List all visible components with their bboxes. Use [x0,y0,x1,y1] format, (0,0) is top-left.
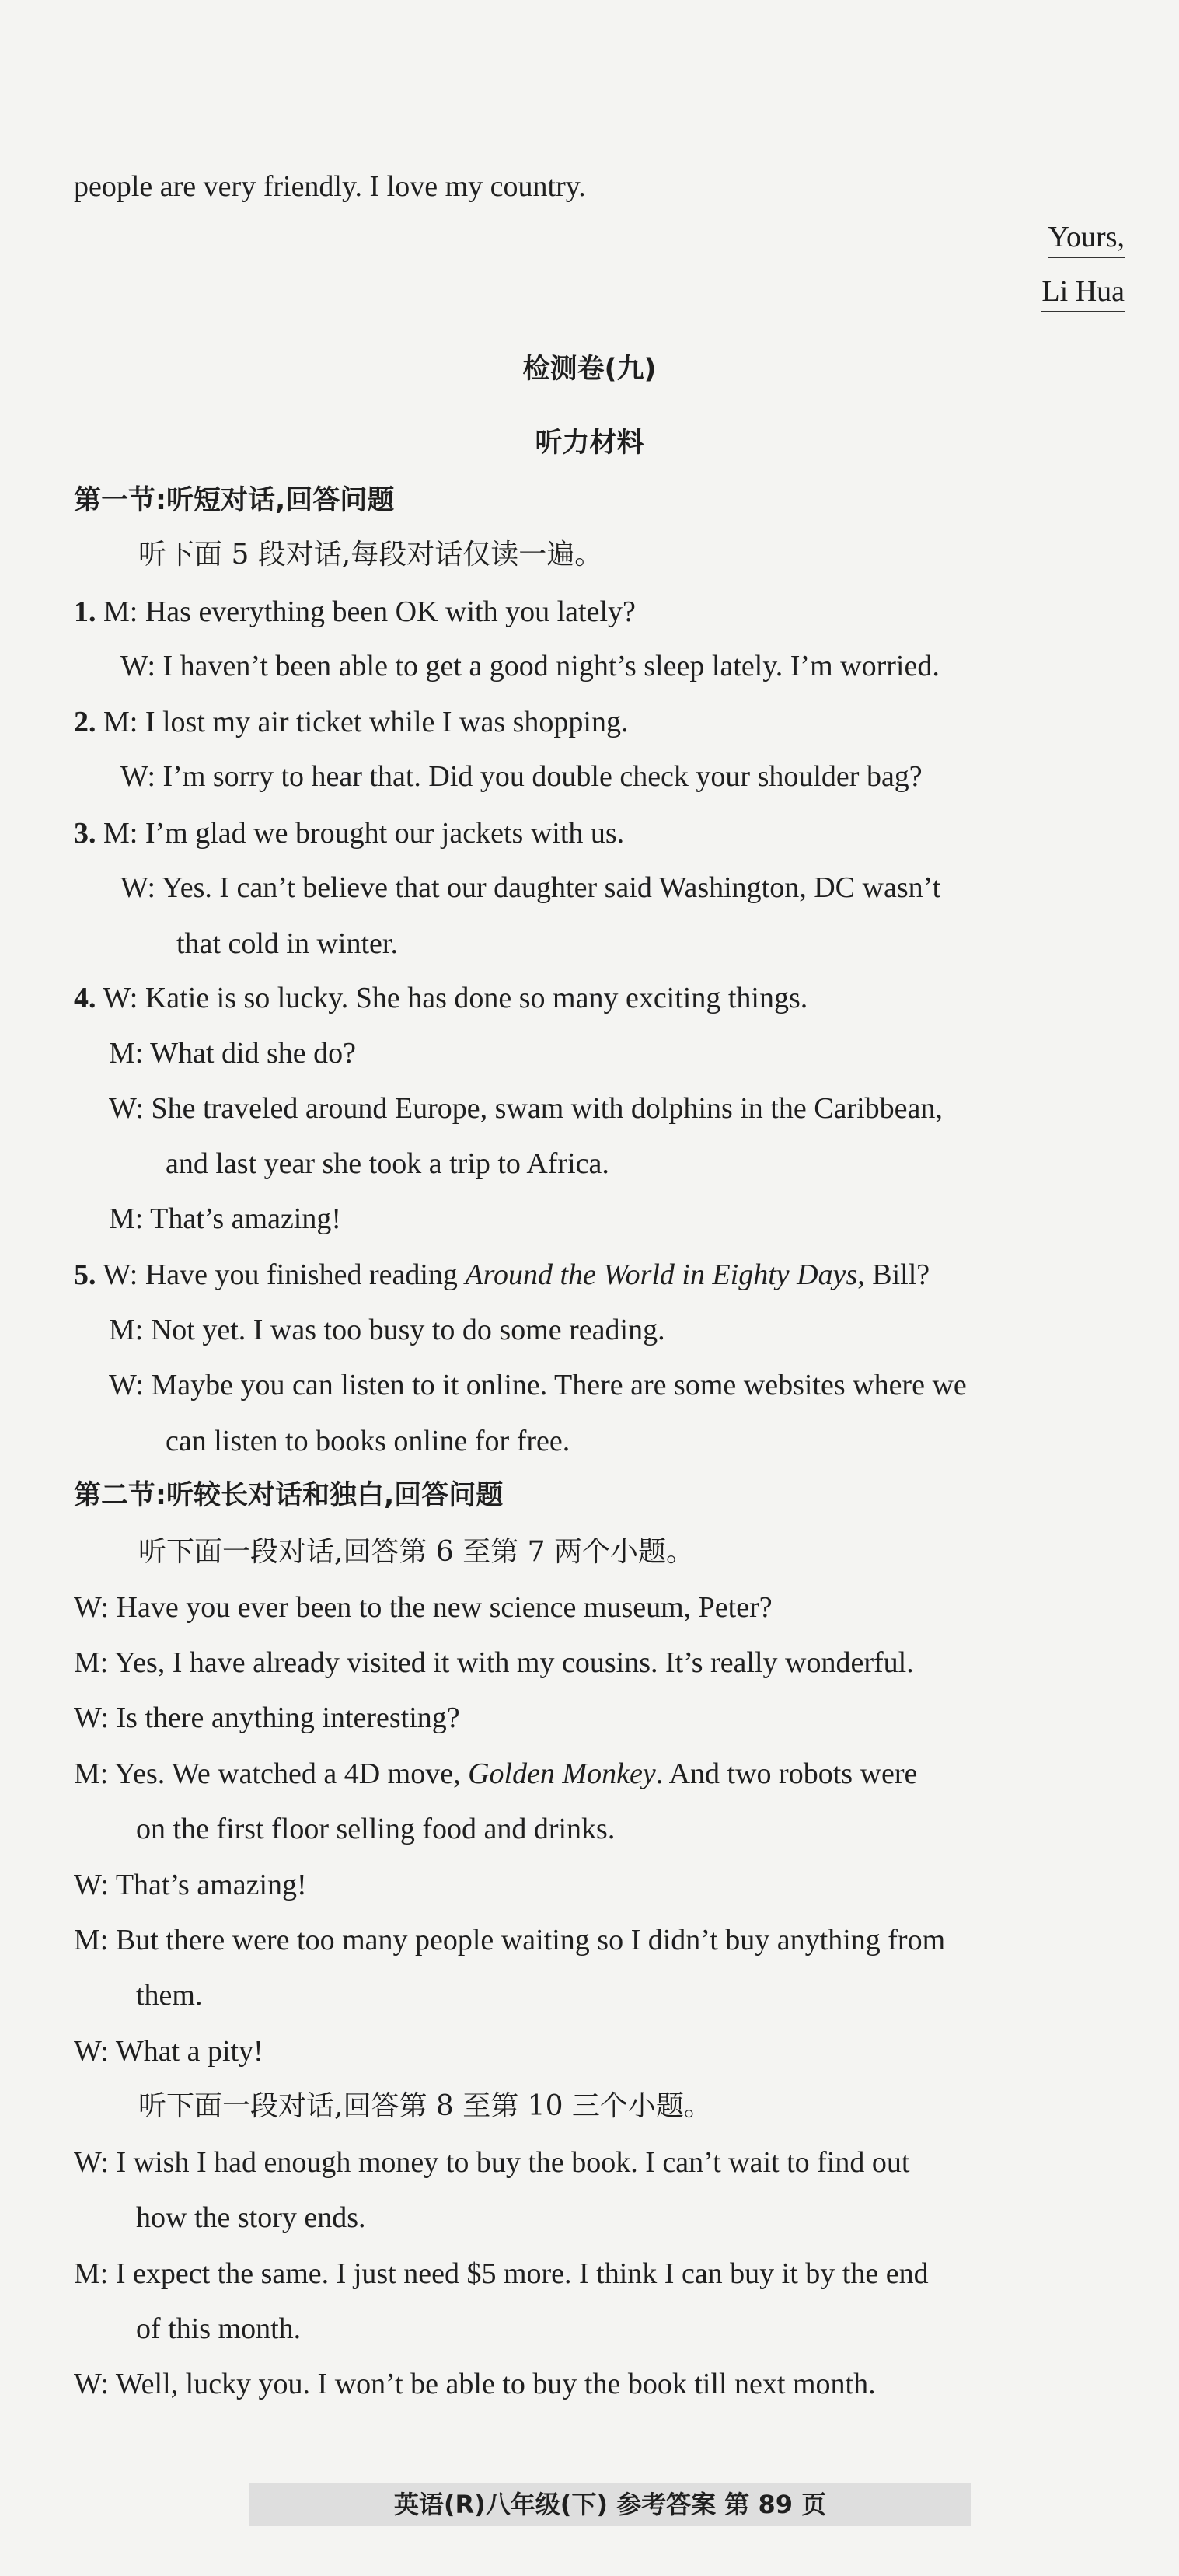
page-footer: 英语(R)八年级(下) 参考答案 第 89 页 [249,2483,971,2526]
letter-closing-line: people are very friendly. I love my country. [74,170,586,203]
dialogue-5 [74,1258,930,1292]
dialogue-line: M: That’s amazing! [109,1202,342,1235]
dialogue-line-end: , Bill? [857,1258,930,1291]
dialogue-line: W: Maybe you can listen to it online. There are some websites where we [109,1369,967,1401]
dialogue-line: that cold in winter. [176,927,398,960]
dialogue-2 [74,705,628,739]
conversation-line: W: Have you ever been to the new science museum, Peter? [74,1591,773,1624]
dialogue-line: can listen to books online for free. [166,1425,570,1457]
section2-heading: 第二节:听较长对话和独白,回答问题 [74,1480,504,1511]
conversation-line: W: What a pity! [74,2035,263,2068]
dialogue-number: 1. [74,595,96,628]
conversation-line: M: I expect the same. I just need $5 more. I think I can buy it by the end [74,2257,929,2290]
conversation-text: M: Yes. We watched a 4D move, [74,1757,469,1790]
conversation-line: how the story ends. [136,2201,366,2234]
movie-title: Golden Monkey [468,1757,656,1790]
dialogue-1 [74,595,636,629]
dialogue-line: M: I’m glad we brought our jackets with us. [103,817,625,850]
subtitle: 听力材料 [535,428,644,459]
conversation-line: on the first floor selling food and drinks. [136,1813,616,1845]
section1-heading: 第一节:听短对话,回答问题 [74,485,395,516]
section2-instruction-1: 听下面一段对话,回答第 6 至第 7 两个小题。 [138,1536,695,1568]
sign-off: Yours, [1048,220,1125,258]
dialogue-line: W: I haven’t been able to get a good night’s sleep lately. I’m worried. [120,650,940,682]
dialogue-line: M: I lost my air ticket while I was shopping. [103,706,629,738]
dialogue-line: W: Have you finished reading [103,1258,466,1291]
book-title: Around the World in Eighty Days [465,1258,858,1291]
conversation-line: W: That’s amazing! [74,1869,307,1901]
signature: Li Hua [1041,274,1125,312]
dialogue-line: M: Not yet. I was too busy to do some reading. [109,1314,665,1346]
conversation-line: M: Yes, I have already visited it with my cousins. It’s really wonderful. [74,1646,914,1679]
conversation-text: . And two robots were [655,1757,918,1790]
section1-instruction: 听下面 5 段对话,每段对话仅读一遍。 [138,539,603,571]
dialogue-line: M: What did she do? [109,1037,357,1070]
dialogue-line: W: I’m sorry to hear that. Did you double check your shoulder bag? [120,760,923,793]
dialogue-line: W: Yes. I can’t believe that our daughter said Washington, DC wasn’t [120,871,941,904]
dialogue-line: and last year she took a trip to Africa. [166,1147,609,1180]
dialogue-3 [74,816,624,850]
dialogue-line: M: Has everything been OK with you lately? [103,595,636,628]
conversation-line [74,1757,917,1791]
conversation-line: W: Is there anything interesting? [74,1702,460,1734]
dialogue-number: 2. [74,706,96,738]
conversation-line: them. [136,1979,203,2012]
dialogue-number: 3. [74,817,96,850]
conversation-line: W: I wish I had enough money to buy the book. I can’t wait to find out [74,2146,910,2179]
conversation-line: W: Well, lucky you. I won’t be able to buy the book till next month. [74,2368,876,2400]
section2-instruction-2: 听下面一段对话,回答第 8 至第 10 三个小题。 [138,2090,712,2122]
conversation-line: of this month. [136,2312,302,2345]
conversation-line: M: But there were too many people waiting so I didn’t buy anything from [74,1924,946,1956]
test-title: 检测卷(九) [522,354,657,385]
dialogue-line: W: She traveled around Europe, swam with dolphins in the Caribbean, [109,1092,943,1125]
dialogue-number: 5. [74,1258,96,1291]
dialogue-4 [74,981,808,1015]
dialogue-number: 4. [74,982,96,1014]
dialogue-line: W: Katie is so lucky. She has done so many exciting things. [103,982,808,1014]
